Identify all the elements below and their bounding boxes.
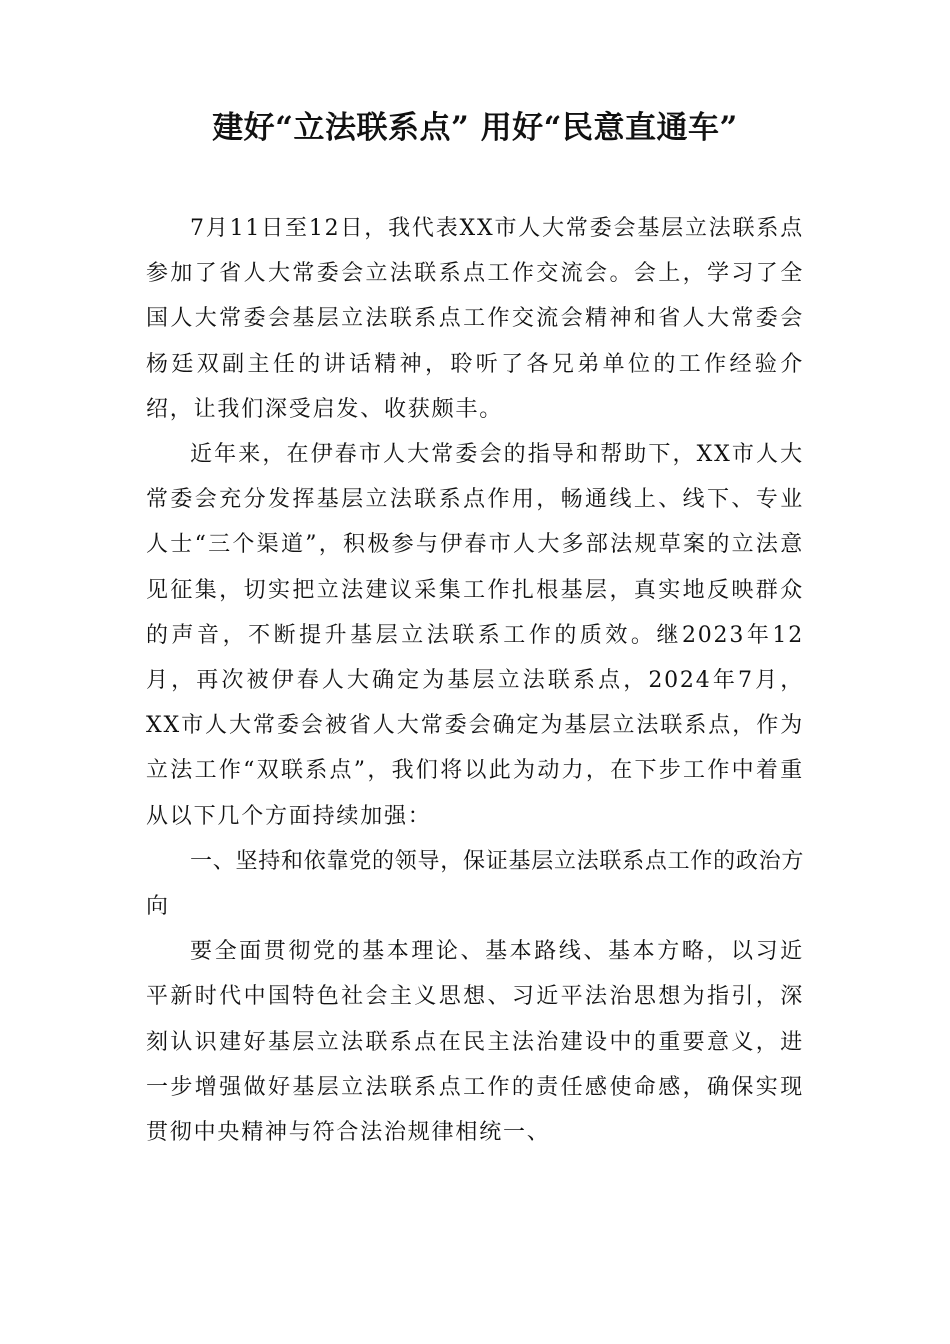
document-title: 建好“立法联系点” 用好“民意直通车” — [212, 110, 738, 146]
paragraph-background: 近年来，在伊春市人大常委会的指导和帮助下，XX市人大常委会充分发挥基层立法联系点作用，畅通线上、线下、专业人士“三个渠道”，积极参与伊春市人大多部法规草案的立法意见征集，切实把立法建议采集工作扎根基层，真实地反映群众的声音，不断提升基层立法联系工作的质效。继2023年12月，再次被伊春人大确定为基层立法联系点，2024年7月，XX市人大常委会被省人大常委会确定为基层立法联系点，作为立法工作“双联系点”，我们将以此为动力，在下步工作中着重从以下几个方面持续加强： — [146, 442, 804, 829]
document-body — [146, 206, 804, 1155]
paragraph-section-1: 要全面贯彻党的基本理论、基本路线、基本方略，以习近平新时代中国特色社会主义思想、习近平法治思想为指引，深刻认识建好基层立法联系点在民主法治建设中的重要意义，进一步增强做好基层立法联系点工作的责任感使命感，确保实现贯彻中央精神与符合法治规律相统一、 — [146, 939, 804, 1146]
section-heading-1: 一、坚持和依靠党的领导，保证基层立法联系点工作的政治方向 — [146, 848, 804, 920]
paragraph-intro: 7月11日至12日，我代表XX市人大常委会基层立法联系点参加了省人大常委会立法联系点工作交流会。会上，学习了全国人大常委会基层立法联系点工作交流会精神和省人大常委会杨廷双副主任的讲话精神，聆听了各兄弟单位的工作经验介绍，让我们深受启发、收获颇丰。 — [146, 216, 804, 422]
